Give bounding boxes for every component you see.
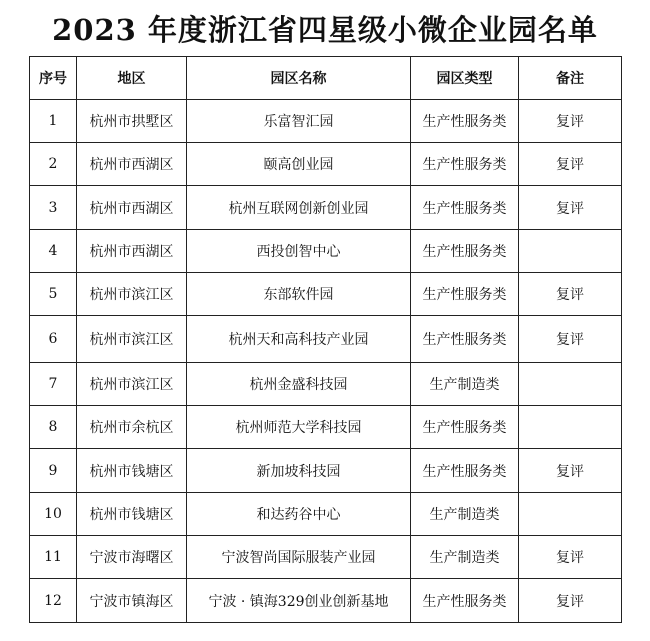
cell-note [519,406,622,449]
header-name: 园区名称 [187,57,411,100]
header-area: 地区 [77,57,187,100]
cell-type: 生产性服务类 [411,230,519,273]
cell-note: 复评 [519,449,622,493]
cell-type: 生产性服务类 [411,579,519,623]
table-row [30,536,622,579]
cell-no: 11 [30,536,77,579]
cell-no: 6 [30,316,77,363]
cell-area: 杭州市西湖区 [77,186,187,230]
table-row [30,230,622,273]
cell-area: 杭州市滨江区 [77,273,187,316]
cell-name: 杭州天和高科技产业园 [187,316,411,363]
page-title: 2023 年度浙江省四星级小微企业园名单 [52,13,598,47]
cell-note: 复评 [519,579,622,623]
cell-note: 复评 [519,143,622,186]
cell-note: 复评 [519,100,622,143]
cell-type: 生产性服务类 [411,406,519,449]
cell-no: 5 [30,273,77,316]
header-type: 园区类型 [411,57,519,100]
cell-note [519,493,622,536]
cell-no: 1 [30,100,77,143]
cell-no: 12 [30,579,77,623]
header-no: 序号 [30,57,77,100]
cell-name: 宁波智尚国际服装产业园 [187,536,411,579]
table-row [30,363,622,406]
cell-area: 杭州市滨江区 [77,363,187,406]
cell-type: 生产性服务类 [411,316,519,363]
cell-note: 复评 [519,536,622,579]
cell-type: 生产性服务类 [411,100,519,143]
cell-type: 生产性服务类 [411,186,519,230]
cell-area: 宁波市镇海区 [77,579,187,623]
cell-type: 生产性服务类 [411,273,519,316]
table-row [30,316,622,363]
cell-no: 2 [30,143,77,186]
cell-name: 东部软件园 [187,273,411,316]
cell-name: 乐富智汇园 [187,100,411,143]
table-row [30,406,622,449]
cell-name: 杭州金盛科技园 [187,363,411,406]
cell-note: 复评 [519,273,622,316]
cell-area: 宁波市海曙区 [77,536,187,579]
table-row [30,579,622,623]
cell-name: 杭州互联网创新创业园 [187,186,411,230]
table-row [30,143,622,186]
cell-type: 生产性服务类 [411,449,519,493]
cell-name: 新加坡科技园 [187,449,411,493]
cell-area: 杭州市西湖区 [77,230,187,273]
cell-no: 7 [30,363,77,406]
cell-type: 生产制造类 [411,363,519,406]
header-note: 备注 [519,57,622,100]
cell-area: 杭州市拱墅区 [77,100,187,143]
cell-note: 复评 [519,316,622,363]
table-header-row [30,57,622,100]
cell-area: 杭州市钱塘区 [77,449,187,493]
cell-area: 杭州市滨江区 [77,316,187,363]
cell-type: 生产性服务类 [411,143,519,186]
table-row [30,273,622,316]
cell-area: 杭州市西湖区 [77,143,187,186]
table-row [30,100,622,143]
cell-no: 4 [30,230,77,273]
cell-area: 杭州市余杭区 [77,406,187,449]
table-row [30,493,622,536]
cell-no: 9 [30,449,77,493]
park-list-table [29,56,622,623]
table-body [30,100,622,623]
cell-note: 复评 [519,186,622,230]
cell-note [519,230,622,273]
cell-area: 杭州市钱塘区 [77,493,187,536]
cell-type: 生产制造类 [411,536,519,579]
cell-type: 生产制造类 [411,493,519,536]
cell-no: 3 [30,186,77,230]
table-row [30,186,622,230]
cell-no: 8 [30,406,77,449]
cell-note [519,363,622,406]
table-row [30,449,622,493]
cell-name: 杭州师范大学科技园 [187,406,411,449]
cell-name: 宁波 · 镇海329创业创新基地 [187,579,411,623]
cell-no: 10 [30,493,77,536]
cell-name: 颐高创业园 [187,143,411,186]
cell-name: 和达药谷中心 [187,493,411,536]
cell-name: 西投创智中心 [187,230,411,273]
